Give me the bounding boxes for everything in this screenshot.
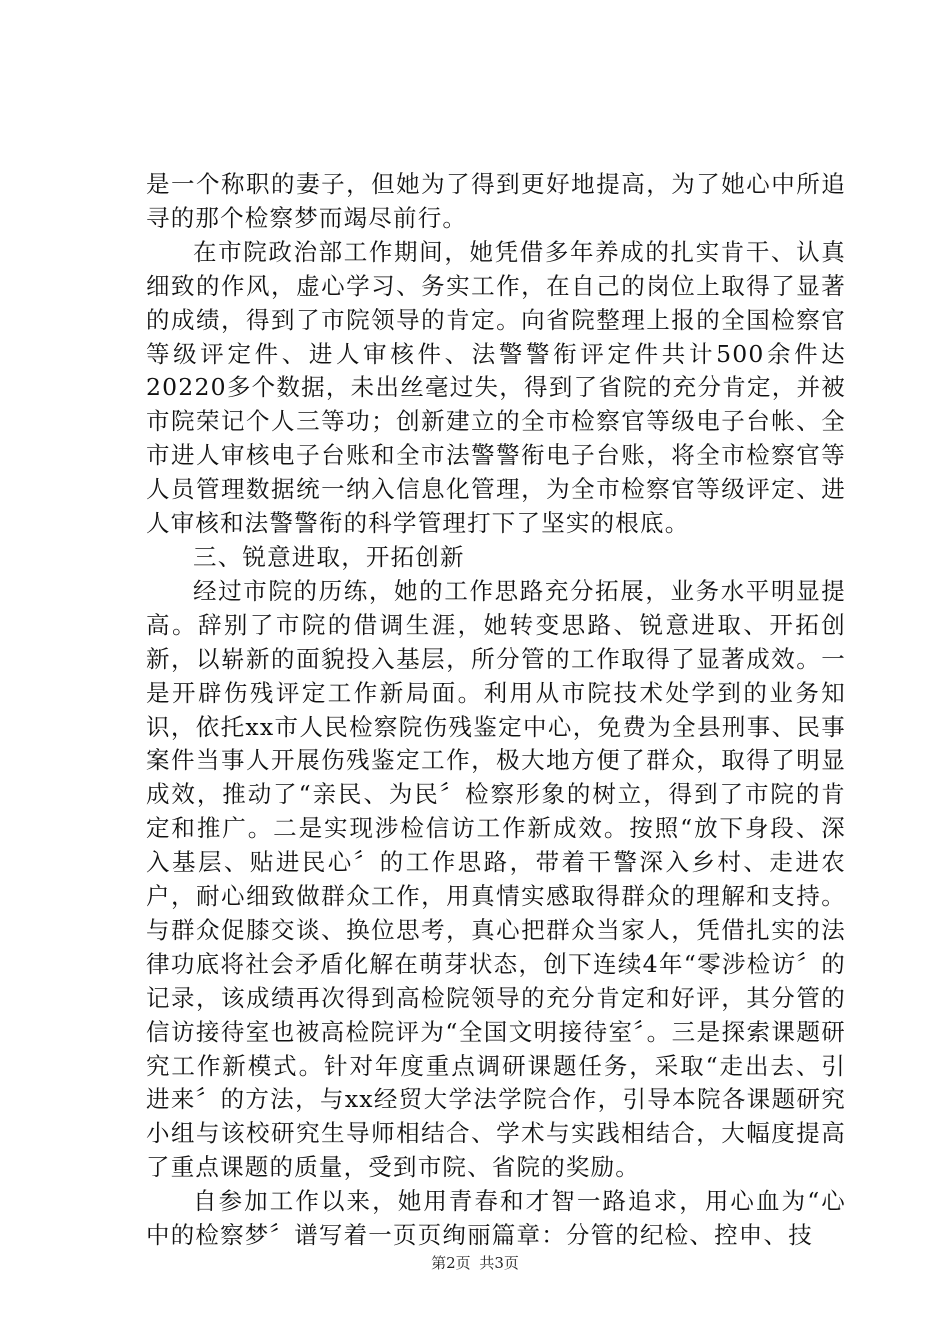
page-footer — [0, 1253, 950, 1273]
section-heading: 三、锐意进取，开拓创新 — [193, 542, 465, 571]
document-body — [146, 168, 846, 1253]
paragraph-political-department: 在市院政治部工作期间，她凭借多年养成的扎实肯干、认真细致的作风，虚心学习、务实工作，在自己的岗位上取得了显著的成绩，得到了市院领导的肯定。向省院整理上报的全国检察官等级评定件、进人审核件、法警警衔评定件共计500余件达20220多个数据，未出丝毫过失，得到了省院的充分肯定，并被市院荣记个人三等功；创新建立的全市检察官等级电子台帐、全市进人审核电子台账和全市法警警衔电子台账，将全市检察官等人员管理数据统一纳入信息化管理，为全市检察官等级评定、进人审核和法警警衔的科学管理打下了坚实的根底。 — [146, 237, 846, 538]
paragraph-closing: 自参加工作以来，她用青春和才智一路追求，用心血为“心中的检察梦〞谱写着一页页绚丽篇章：分管的纪检、控申、技 — [146, 1187, 846, 1250]
page-number: 第2页 — [431, 1254, 471, 1272]
paragraph-continuation: 是一个称职的妻子，但她为了得到更好地提高，为了她心中所追寻的那个检察梦而竭尽前行。 — [146, 170, 846, 232]
paragraph-innovation: 经过市院的历练，她的工作思路充分拓展，业务水平明显提高。辞别了市院的借调生涯，她转变思路、锐意进取、开拓创新，以崭新的面貌投入基层，所分管的工作取得了显著成效。一是开辟伤残评定工作新局面。利用从市院技术处学到的业务知识，依托xx市人民检察院伤残鉴定中心，免费为全县刑事、民事案件当事人开展伤残鉴定工作，极大地方便了群众，取得了明显成效，推动了“亲民、为民〞检察形象的树立，得到了市院的肯定和推广。二是实现涉检信访工作新成效。按照“放下身段、深入基层、贴进民心〞的工作思路，带着干警深入乡村、走进农户，耐心细致做群众工作，用真情实感取得群众的理解和支持。与群众促膝交谈、换位思考，真心把群众当家人，凭借扎实的法律功底将社会矛盾化解在萌芽状态，创下连续4年“零涉检访〞的记录，该成绩再次得到高检院领导的充分肯定和好评，其分管的信访接待室也被高检院评为“全国文明接待室〞。三是探索课题研究工作新模式。针对年度重点调研课题任务，采取“走出去、引进来〞的方法，与xx经贸大学法学院合作，引导本院各课题研究小组与该校研究生导师相结合、学术与实践相结合，大幅度提高了重点课题的质量，受到市院、省院的奖励。 — [146, 576, 846, 1182]
page-total: 共3页 — [479, 1254, 519, 1272]
